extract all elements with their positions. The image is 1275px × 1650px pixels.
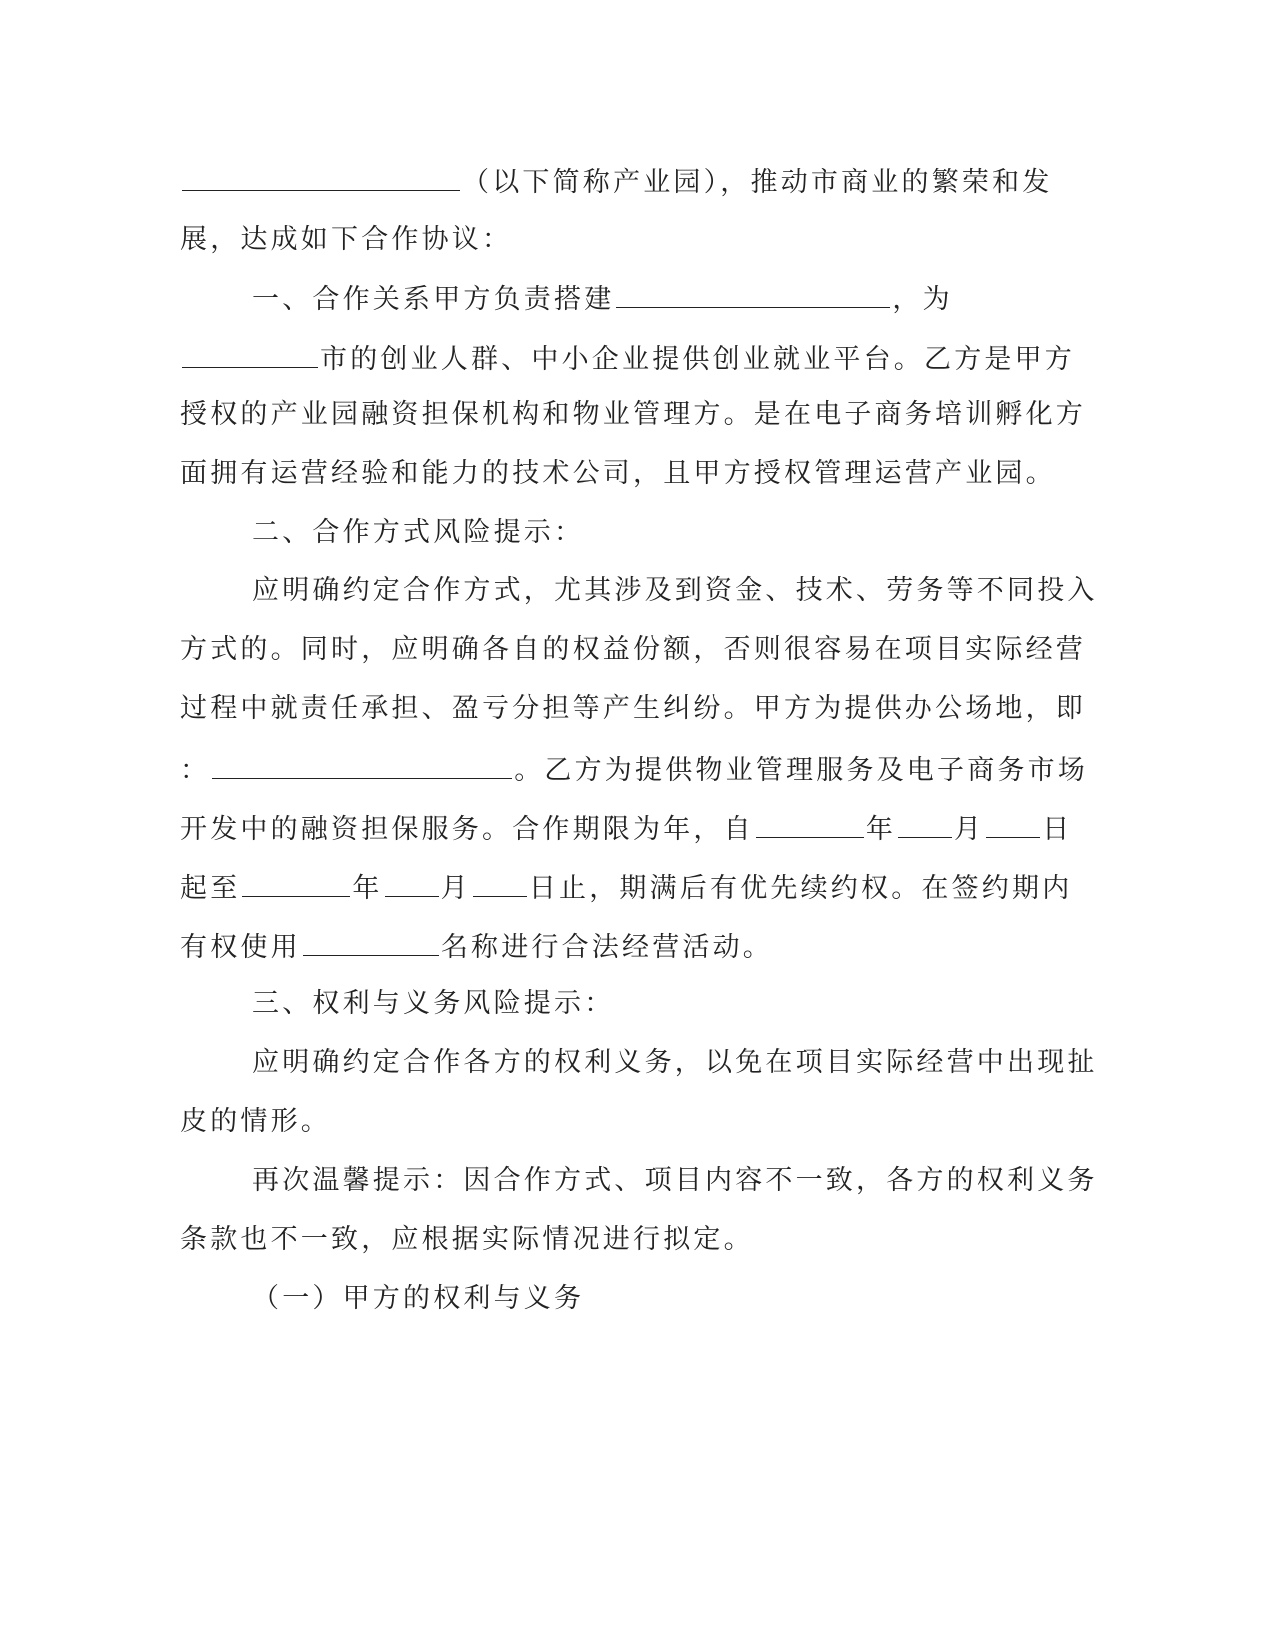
text-run: 月 bbox=[440, 873, 471, 904]
blank-field bbox=[182, 160, 460, 191]
text-run: 名称进行合法经营活动。 bbox=[440, 932, 774, 963]
text-run: 授权的产业园融资担保机构和物业管理方。是在电子商务培训孵化方 bbox=[180, 399, 1086, 430]
text-run: 有权使用 bbox=[180, 932, 301, 963]
text-line-12 bbox=[180, 807, 1072, 847]
blank-field bbox=[242, 866, 350, 897]
text-line-4 bbox=[180, 337, 1075, 377]
text-run: 日止，期满后有优先续约权。在签约期内 bbox=[528, 873, 1073, 904]
text-line-14 bbox=[180, 925, 773, 965]
text-run: ： bbox=[180, 755, 211, 786]
blank-field bbox=[756, 807, 864, 838]
section-heading-3 bbox=[252, 984, 614, 1024]
text-run: ，为 bbox=[892, 284, 953, 315]
text-run: 起至 bbox=[180, 873, 241, 904]
text-line-16 bbox=[252, 1043, 1098, 1083]
blank-field bbox=[616, 277, 890, 308]
blank-field bbox=[182, 337, 318, 368]
text-run: 二、合作方式风险提示： bbox=[252, 517, 585, 548]
blank-field bbox=[898, 807, 952, 838]
section-heading-1 bbox=[252, 277, 953, 317]
blank-field bbox=[986, 807, 1040, 838]
text-run: 开发中的融资担保服务。合作期限为年，自 bbox=[180, 814, 754, 845]
text-run: 应明确约定合作各方的权利义务，以免在项目实际经营中出现扯 bbox=[252, 1047, 1098, 1078]
text-line-10 bbox=[180, 689, 1086, 729]
blank-field bbox=[212, 748, 512, 779]
section-heading-2 bbox=[252, 513, 584, 553]
text-run: 日 bbox=[1042, 814, 1073, 845]
text-run: 应明确约定合作方式，尤其涉及到资金、技术、劳务等不同投入 bbox=[252, 575, 1098, 606]
text-line-13 bbox=[180, 866, 1072, 906]
text-line-9 bbox=[180, 630, 1086, 670]
text-run: 月 bbox=[954, 814, 985, 845]
text-run: 展，达成如下合作协议： bbox=[180, 224, 513, 255]
text-line-17 bbox=[180, 1102, 331, 1142]
text-run: 。乙方为提供物业管理服务及电子商务市场 bbox=[514, 755, 1089, 786]
text-run: 一、合作关系甲方负责搭建 bbox=[252, 284, 615, 315]
text-run: 市的创业人群、中小企业提供创业就业平台。乙方是甲方 bbox=[320, 344, 1075, 375]
blank-field bbox=[303, 925, 439, 956]
text-line-6 bbox=[180, 454, 1056, 494]
blank-field bbox=[385, 866, 439, 897]
text-line-2 bbox=[180, 220, 512, 260]
subsection-heading bbox=[252, 1279, 584, 1319]
text-run: 三、权利与义务风险提示： bbox=[252, 988, 615, 1019]
text-line-19 bbox=[180, 1220, 754, 1260]
text-line-8 bbox=[252, 571, 1098, 611]
text-run: 年 bbox=[865, 814, 897, 845]
blank-field bbox=[473, 866, 527, 897]
text-run: 年 bbox=[352, 873, 383, 904]
text-run: 再次温馨提示：因合作方式、项目内容不一致，各方的权利义务 bbox=[252, 1165, 1098, 1196]
text-line-18 bbox=[252, 1161, 1098, 1201]
text-run: 过程中就责任承担、盈亏分担等产生纠纷。甲方为提供办公场地，即 bbox=[180, 693, 1086, 724]
text-run: 面拥有运营经验和能力的技术公司，且甲方授权管理运营产业园。 bbox=[180, 458, 1056, 489]
text-line-11 bbox=[180, 748, 1088, 788]
text-line-5 bbox=[180, 395, 1086, 435]
text-run: （以下简称产业园），推动市商业的繁荣和发 bbox=[462, 167, 1053, 198]
text-run: 皮的情形。 bbox=[180, 1106, 331, 1137]
text-run: 方式的。同时，应明确各自的权益份额，否则很容易在项目实际经营 bbox=[180, 634, 1086, 665]
text-run: 条款也不一致，应根据实际情况进行拟定。 bbox=[180, 1224, 754, 1255]
text-run: （一）甲方的权利与义务 bbox=[252, 1283, 585, 1314]
text-line-1 bbox=[180, 160, 1053, 200]
